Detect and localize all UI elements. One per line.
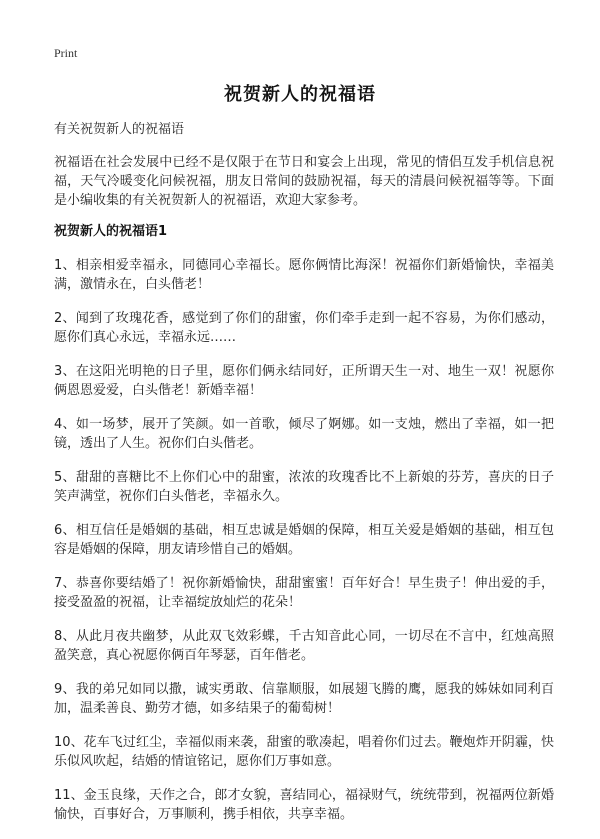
article-subtitle: 有关祝贺新人的祝福语	[54, 122, 185, 137]
list-item: 8、从此月夜共幽梦，从此双飞效彩蝶，千古知音此心同，一切尽在不言中，红烛高照盈笑意，真心祝愿你俩百年琴瑟，百年偕老。	[54, 629, 554, 663]
list-item: 4、如一场梦，展开了笑颜。如一首歌，倾尽了婀娜。如一支烛，燃出了幸福，如一把镜，透出了人生。祝你们白头偕老。	[54, 417, 554, 451]
list-item: 6、相互信任是婚姻的基础，相互忠诚是婚姻的保障，相互关爱是婚姻的基础，相互包容是婚姻的保障，朋友请珍惜自己的婚姻。	[54, 523, 554, 557]
list-item: 9、我的弟兄如同以撒，诚实勇敢、信靠顺服，如展翅飞腾的鹰，愿我的姊妹如同利百加，温柔善良、勤劳才德，如多结果子的葡萄树！	[54, 682, 554, 716]
list-item: 11、金玉良缘，天作之合，郎才女貌，喜结同心，福禄财气，统统带到，祝福两位新婚愉快，百事好合，万事顺利，携手相依，共享幸福。	[54, 788, 554, 822]
list-item: 10、花车飞过红尘，幸福似雨来袭，甜蜜的歌凑起，唱着你们过去。鞭炮炸开阴霾，快乐似风吹起，结婚的情谊铭记，愿你们万事如意。	[54, 735, 554, 769]
list-item: 1、相亲相爱幸福永，同德同心幸福长。愿你俩情比海深！祝福你们新婚愉快，幸福美满，激情永在，白头偕老！	[54, 258, 554, 292]
list-item: 5、甜甜的喜糖比不上你们心中的甜蜜，浓浓的玫瑰香比不上新娘的芬芳，喜庆的日子笑声满堂，祝你们白头偕老，幸福永久。	[54, 470, 554, 504]
section-heading: 祝贺新人的祝福语1	[54, 224, 168, 239]
page-title: 祝贺新人的祝福语	[224, 84, 376, 105]
print-link[interactable]: Print	[54, 46, 78, 60]
intro-paragraph: 祝福语在社会发展中已经不是仅限于在节日和宴会上出现，常见的情侣互发手机信息祝福，天气冷暖变化问候祝福，朋友日常间的鼓励祝福，每天的清晨问候祝福等等。下面是小编收集的有关祝贺新人的祝福语，欢迎大家参考。	[54, 155, 554, 208]
blessing-list	[54, 256, 554, 824]
article-body	[54, 122, 554, 839]
list-item: 3、在这阳光明艳的日子里，愿你们俩永结同好，正所谓天生一对、地生一双！祝愿你俩恩恩爱爱，白头偕老！新婚幸福！	[54, 364, 554, 398]
list-item: 2、闻到了玫瑰花香，感觉到了你们的甜蜜，你们牵手走到一起不容易，为你们感动，愿你们真心永远，幸福永远……	[54, 311, 554, 345]
list-item: 7、恭喜你要结婚了！祝你新婚愉快，甜甜蜜蜜！百年好合！早生贵子！伸出爱的手，接受盈盈的祝福，让幸福绽放灿烂的花朵！	[54, 576, 554, 610]
